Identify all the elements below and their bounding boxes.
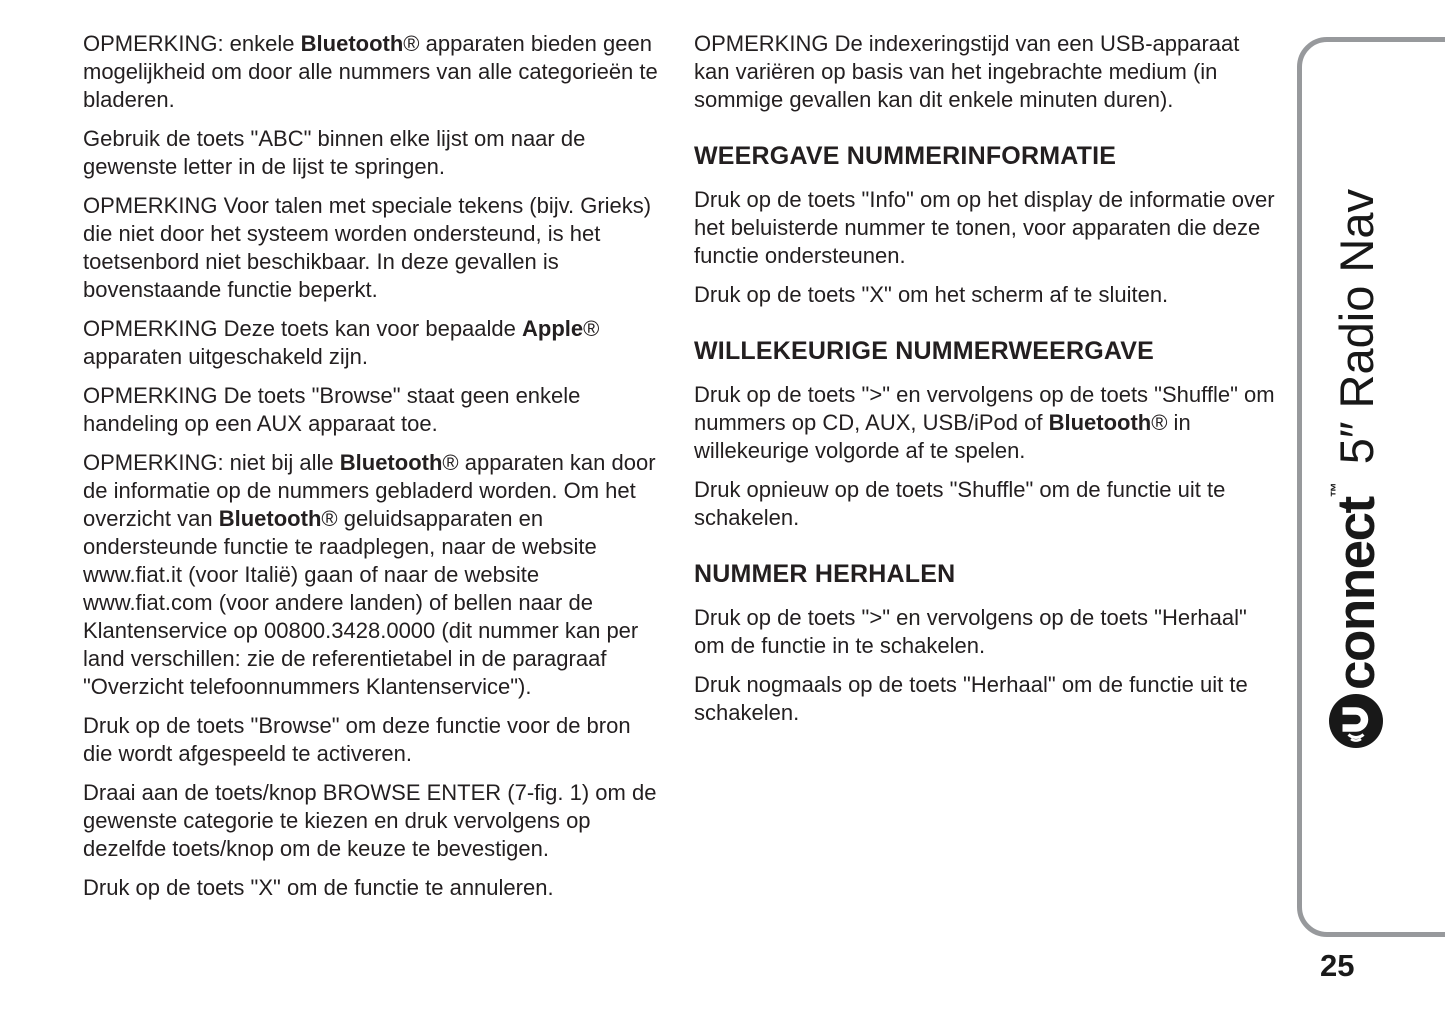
paragraph: Druk op de toets ">" en vervolgens op de toets "Shuffle" om nummers op CD, AUX, USB/iPod of Bluetooth® in willekeurige volgorde af te spelen. <box>694 382 1275 463</box>
section-heading: WILLEKEURIGE NUMMERWEERGAVE <box>694 337 1155 365</box>
paragraph: Druk op de toets "Browse" om deze functie voor de bron die wordt afgespeeld te activeren. <box>83 713 631 766</box>
paragraph: OPMERKING Deze toets kan voor bepaalde Apple® apparaten uitgeschakeld zijn. <box>83 316 600 369</box>
product-name: 5″ Radio Nav <box>1329 189 1383 465</box>
paragraph: Druk op de toets "X" om het scherm af te sluiten. <box>694 282 1169 307</box>
paragraph: Druk nogmaals op de toets "Herhaal" om de functie uit te schakelen. <box>694 672 1248 725</box>
paragraph: Druk op de toets ">" en vervolgens op de toets "Herhaal" om de functie in te schakelen. <box>694 605 1247 658</box>
paragraph: OPMERKING De toets "Browse" staat geen enkele handeling op een AUX apparaat toe. <box>83 383 581 436</box>
page-number: 25 <box>1320 948 1355 983</box>
text-column-left <box>83 30 660 913</box>
paragraph: Druk op de toets "X" om de functie te annuleren. <box>83 875 554 900</box>
paragraph: Druk op de toets "Info" om op het display de informatie over het beluisterde nummer te tonen, voor apparaten die deze functie ondersteunen. <box>694 187 1275 268</box>
paragraph: OPMERKING: enkele Bluetooth® apparaten bieden geen mogelijkheid om door alle nummers van alle categorieën te bladeren. <box>83 31 658 112</box>
text-column-right <box>694 30 1278 738</box>
uconnect-logo-icon <box>1329 694 1383 748</box>
paragraph: OPMERKING Voor talen met speciale tekens (bijv. Grieks) die niet door het systeem worden ondersteund, is het toetsenbord niet beschikbaar. In deze gevallen is bovenstaande functie beperkt. <box>83 193 652 302</box>
paragraph: OPMERKING De indexeringstijd van een USB-apparaat kan variëren op basis van het ingebrachte medium (in sommige gevallen kan dit enkele minuten duren). <box>694 31 1240 112</box>
brand-name: connect <box>1326 497 1386 690</box>
paragraph: Draai aan de toets/knop BROWSE ENTER (7-fig. 1) om de gewenste categorie te kiezen en druk vervolgens op dezelfde toets/knop om de keuze te bevestigen. <box>83 780 657 861</box>
section-heading: WEERGAVE NUMMERINFORMATIE <box>694 142 1117 170</box>
paragraph: OPMERKING: niet bij alle Bluetooth® apparaten kan door de informatie op de nummers gebladerd worden. Om het overzicht van Bluetooth® geluidsapparaten en ondersteunde functie te raadplegen, naar de website www.fiat.it (voor Italië) gaan of naar de website www.fiat.com (voor andere landen) of bellen naar de Klantenservice op 00800.3428.0000 (dit nummer kan per land verschillen: zie de referentietabel in de paragraaf "Overzicht telefoonnummers Klantenservice"). <box>83 450 656 699</box>
paragraph: Druk opnieuw op de toets "Shuffle" om de functie uit te schakelen. <box>694 477 1226 530</box>
trademark-symbol: ™ <box>1328 482 1345 498</box>
paragraph: Gebruik de toets "ABC" binnen elke lijst om naar de gewenste letter in de lijst te springen. <box>83 126 586 179</box>
chapter-title-vertical <box>1324 189 1388 748</box>
section-heading: NUMMER HERHALEN <box>694 560 956 588</box>
